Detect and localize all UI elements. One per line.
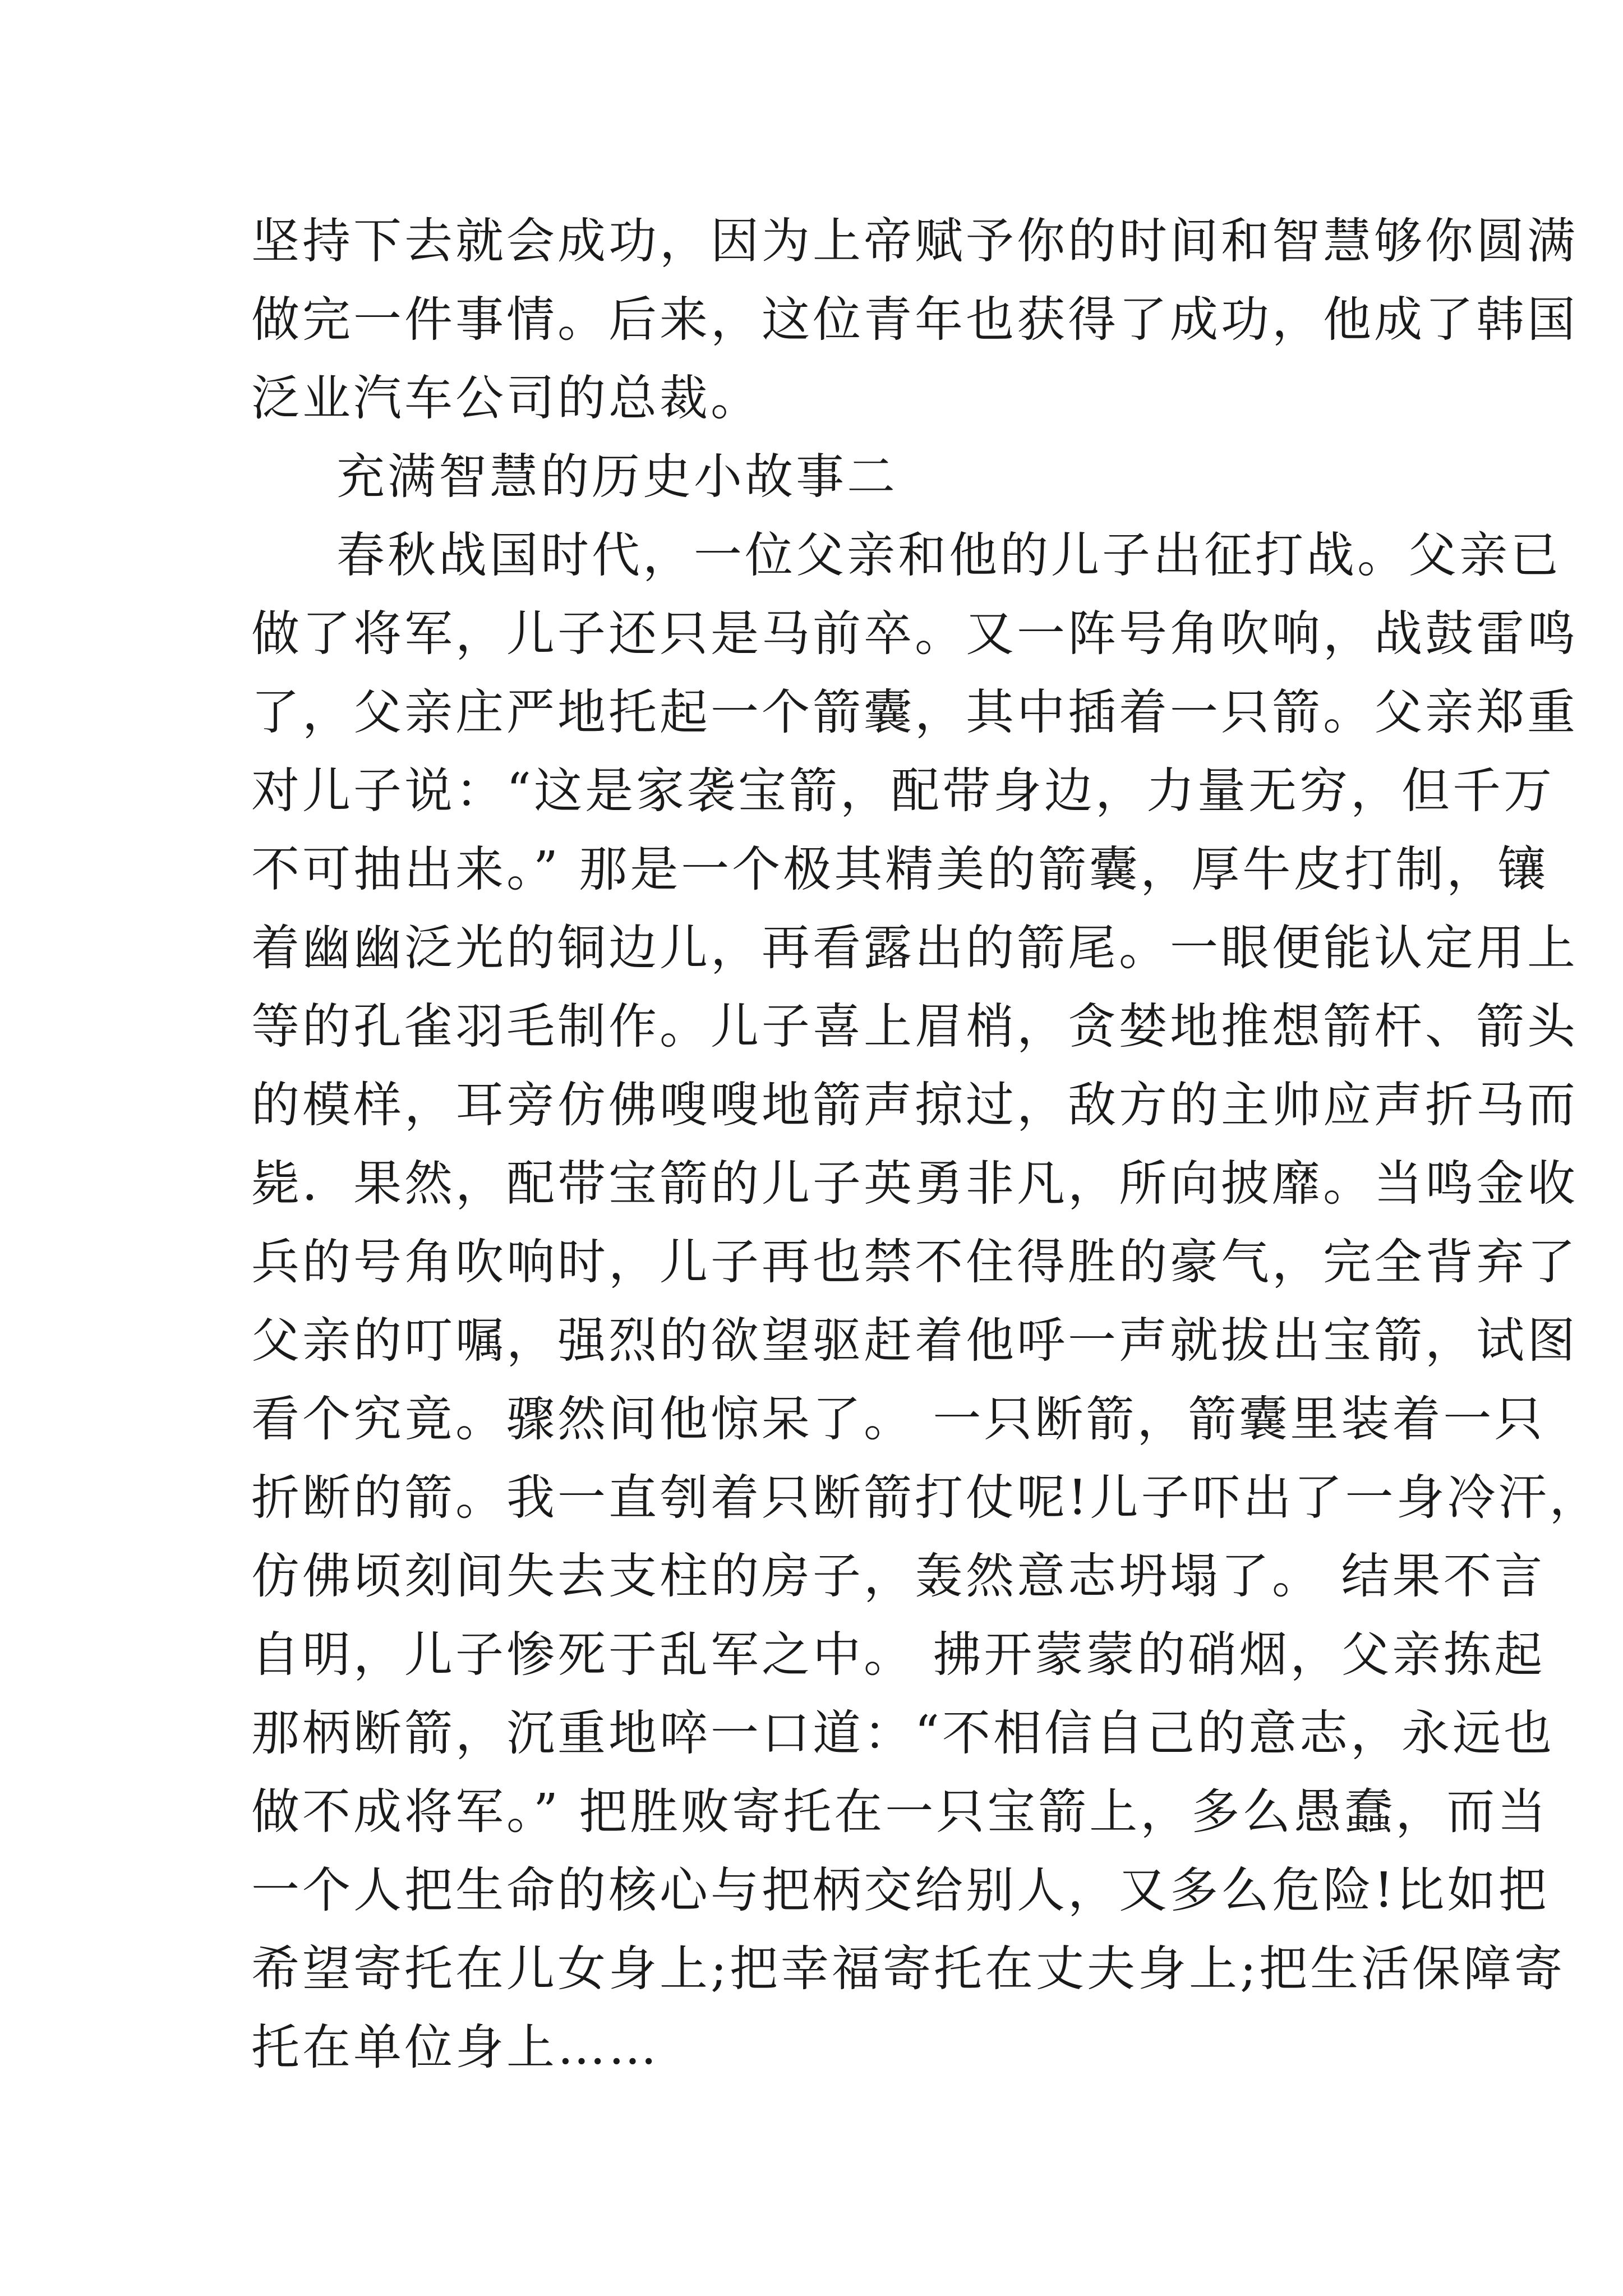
text-line: 托在单位身上……	[251, 2019, 660, 2076]
text-line: 对儿子说：“这是家袭宝箭，配带身边，力量无穷，但千万	[251, 763, 1555, 819]
text-line: 的模样，耳旁仿佛嗖嗖地箭声掠过，敌方的主帅应声折马而	[251, 1077, 1578, 1133]
text-line: 了，父亲庄严地托起一个箭囊，其中插着一只箭。父亲郑重	[251, 684, 1578, 740]
text-line: 不可抽出来。” 那是一个极其精美的箭囊，厚牛皮打制，镶	[251, 841, 1549, 898]
text-line: 看个究竟。骤然间他惊呆了。 一只断箭，箭囊里装着一只	[251, 1391, 1546, 1447]
text-line: 春秋战国时代，一位父亲和他的儿子出征打战。父亲已	[336, 527, 1561, 583]
text-line: 仿佛顷刻间失去支柱的房子，轰然意志坍塌了。 结果不言	[251, 1548, 1546, 1604]
text-line: 等的孔雀羽毛制作。儿子喜上眉梢，贪婪地推想箭杆、箭头	[251, 999, 1578, 1055]
text-line: 做了将军，儿子还只是马前卒。又一阵号角吹响，战鼓雷鸣	[251, 606, 1578, 662]
text-line: 坚持下去就会成功，因为上帝赋予你的时间和智慧够你圆满	[251, 213, 1578, 269]
text-line: 一个人把生命的核心与把柄交给别人，又多么危险!比如把	[251, 1862, 1550, 1918]
text-line: 那柄断箭，沉重地啐一口道：“不相信自己的意志，永远也	[251, 1705, 1555, 1761]
text-line: 父亲的叮嘱，强烈的欲望驱赶着他呼一声就拔出宝箭，试图	[251, 1313, 1578, 1369]
text-line: 毙．果然，配带宝箭的儿子英勇非凡，所向披靡。当鸣金收	[251, 1156, 1578, 1212]
text-line: 希望寄托在儿女身上;把幸福寄托在丈夫身上;把生活保障寄	[251, 1941, 1565, 1997]
text-line: 自明，儿子惨死于乱军之中。 拂开蒙蒙的硝烟，父亲拣起	[251, 1627, 1546, 1683]
text-line: 做不成将军。” 把胜败寄托在一只宝箭上，多么愚蠢，而当	[251, 1784, 1549, 1840]
text-line: 做完一件事情。后来，这位青年也获得了成功，他成了韩国	[251, 292, 1578, 348]
text-line: 兵的号角吹响时，儿子再也禁不住得胜的豪气，完全背弃了	[251, 1234, 1578, 1290]
text-line: 泛业汽车公司的总裁。	[251, 370, 762, 426]
section-heading: 充满智慧的历史小故事二	[336, 449, 898, 505]
story-text	[251, 202, 1601, 2087]
text-line: 折断的箭。我一直刳着只断箭打仗呢!儿子吓出了一身冷汗，	[251, 1470, 1601, 1526]
text-line: 着幽幽泛光的铜边儿，再看露出的箭尾。一眼便能认定用上	[251, 920, 1578, 976]
